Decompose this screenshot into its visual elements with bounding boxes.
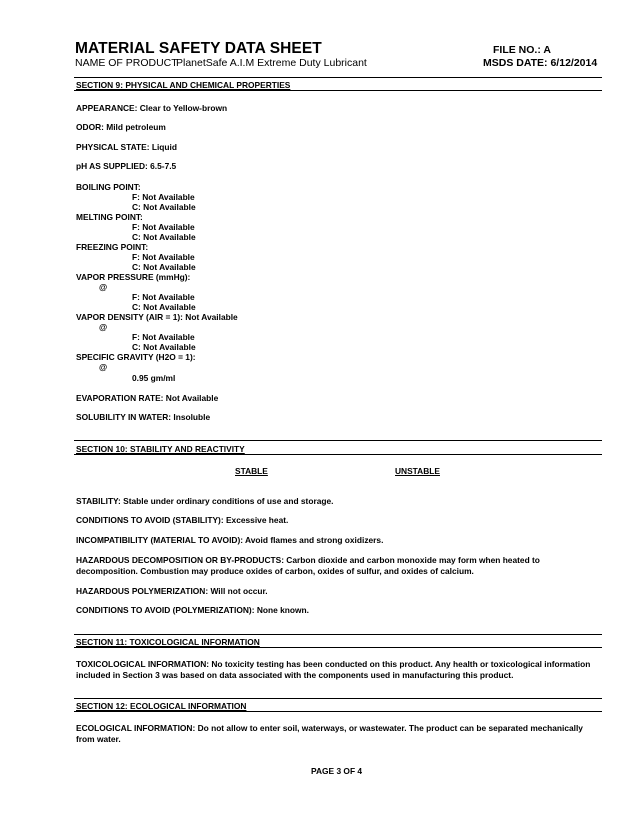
conditions-to-avoid-polymerization: CONDITIONS TO AVOID (POLYMERIZATION): None known. <box>76 605 309 615</box>
section9-heading: SECTION 9: PHYSICAL AND CHEMICAL PROPERTIES <box>76 80 291 90</box>
vapor-pressure-f: F: Not Available <box>132 292 195 302</box>
specific-gravity-value: 0.95 gm/ml <box>132 373 176 383</box>
unstable-column-label: UNSTABLE <box>395 466 440 476</box>
melting-point-f: F: Not Available <box>132 222 195 232</box>
section12-top-rule <box>74 698 602 699</box>
vapor-pressure-c: C: Not Available <box>132 302 196 312</box>
freezing-point-label: FREEZING POINT: <box>76 242 149 252</box>
document-title: MATERIAL SAFETY DATA SHEET <box>75 40 322 57</box>
section11-heading: SECTION 11: TOXICOLOGICAL INFORMATION <box>76 637 260 647</box>
boiling-point-label: BOILING POINT: <box>76 182 141 192</box>
toxicological-information: TOXICOLOGICAL INFORMATION: No toxicity testing has been conducted on this product. Any health or toxicological information included in Section 3 was based on data associated with the components used in manufacturing this product. <box>76 659 591 680</box>
solubility-in-water: SOLUBILITY IN WATER: Insoluble <box>76 412 211 422</box>
section10-heading: SECTION 10: STABILITY AND REACTIVITY <box>76 444 245 454</box>
boiling-point-f: F: Not Available <box>132 192 195 202</box>
hazardous-decomposition: HAZARDOUS DECOMPOSITION OR BY-PRODUCTS: Carbon dioxide and carbon monoxide may form when heated to decomposition. Combustion may produce oxides of carbon, oxides of sulfur, and oxides of calcium. <box>76 555 540 576</box>
freezing-point-f: F: Not Available <box>132 252 195 262</box>
hazardous-polymerization: HAZARDOUS POLYMERIZATION: Will not occur. <box>76 586 268 596</box>
melting-point-label: MELTING POINT: <box>76 212 143 222</box>
product-name: PlanetSafe A.I.M Extreme Duty Lubricant <box>176 57 367 69</box>
vapor-density-f: F: Not Available <box>132 332 195 342</box>
msds-date: MSDS DATE: 6/12/2014 <box>483 57 598 69</box>
ph-as-supplied: pH AS SUPPLIED: 6.5-7.5 <box>76 161 177 171</box>
section10-bottom-rule <box>74 454 602 455</box>
product-label: NAME OF PRODUCT <box>75 57 178 69</box>
section11-bottom-rule <box>74 647 602 648</box>
stability: STABILITY: Stable under ordinary conditions of use and storage. <box>76 496 334 506</box>
vapor-pressure-label: VAPOR PRESSURE (mmHg): <box>76 272 191 282</box>
page-number: PAGE 3 OF 4 <box>311 766 363 776</box>
specific-gravity-label: SPECIFIC GRAVITY (H2O = 1): <box>76 352 196 362</box>
vapor-pressure-at: @ <box>99 282 108 292</box>
section9-top-rule <box>74 77 602 78</box>
vapor-density: VAPOR DENSITY (AIR = 1): Not Available <box>76 312 238 322</box>
section12-bottom-rule <box>74 711 602 712</box>
vapor-density-at: @ <box>99 322 108 332</box>
section10-top-rule <box>74 440 602 441</box>
section12-heading: SECTION 12: ECOLOGICAL INFORMATION <box>76 701 247 711</box>
section11-top-rule <box>74 634 602 635</box>
section9-bottom-rule <box>74 90 602 91</box>
specific-gravity-at: @ <box>99 362 108 372</box>
stable-column-label: STABLE <box>235 466 268 476</box>
physical-state: PHYSICAL STATE: Liquid <box>76 142 177 152</box>
melting-point-c: C: Not Available <box>132 232 196 242</box>
boiling-point-c: C: Not Available <box>132 202 196 212</box>
conditions-to-avoid-stability: CONDITIONS TO AVOID (STABILITY): Excessive heat. <box>76 515 289 525</box>
evaporation-rate: EVAPORATION RATE: Not Available <box>76 393 219 403</box>
odor: ODOR: Mild petroleum <box>76 122 166 132</box>
incompatibility: INCOMPATIBILITY (MATERIAL TO AVOID): Avoid flames and strong oxidizers. <box>76 535 384 545</box>
freezing-point-c: C: Not Available <box>132 262 196 272</box>
appearance: APPEARANCE: Clear to Yellow-brown <box>76 103 228 113</box>
vapor-density-c: C: Not Available <box>132 342 196 352</box>
file-number: FILE NO.: A <box>493 44 551 56</box>
ecological-information: ECOLOGICAL INFORMATION: Do not allow to enter soil, waterways, or wastewater. The product can be separated mechanically from water. <box>76 723 583 744</box>
